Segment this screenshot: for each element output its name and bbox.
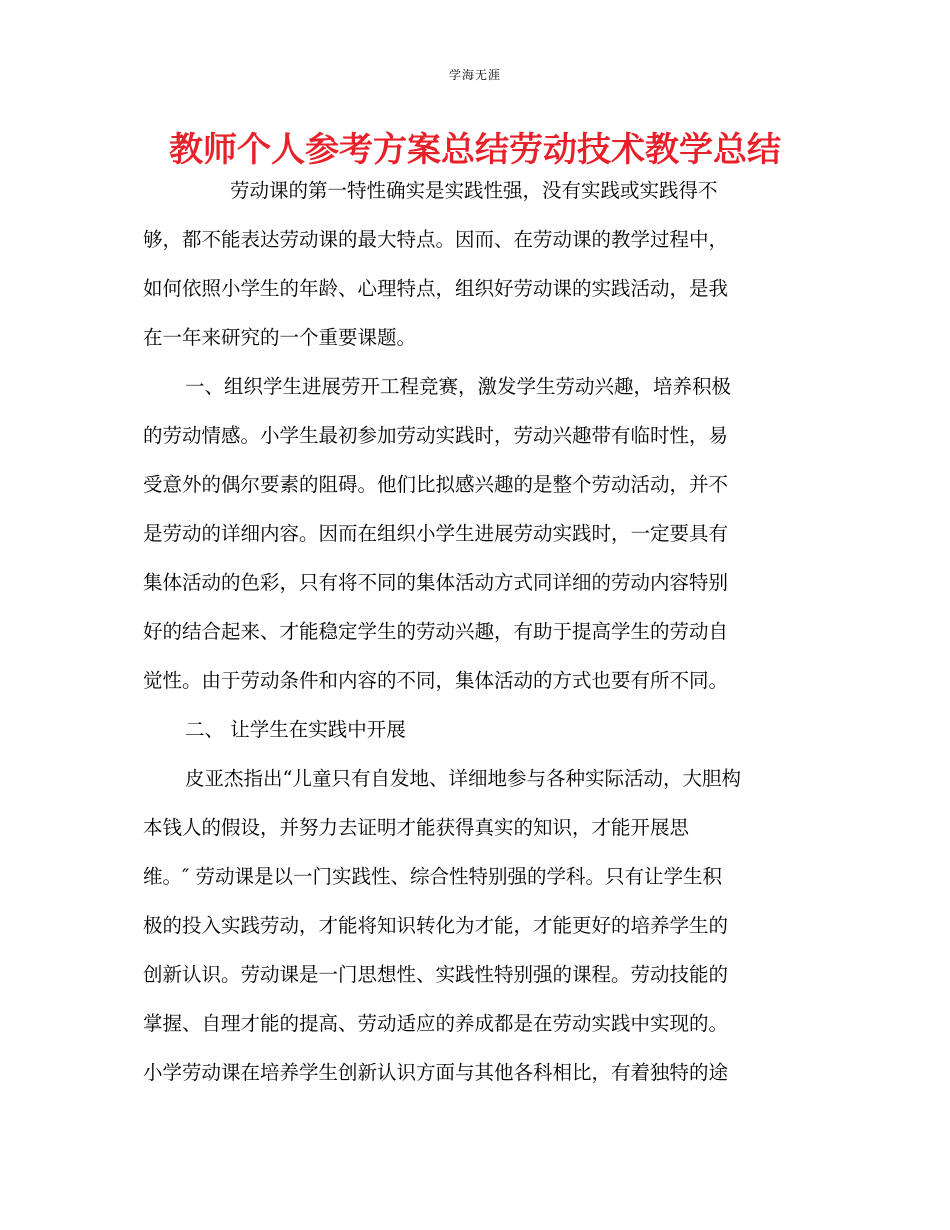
paragraph-line: 受意外的偶尔要素的阻碍。他们比拟感兴趣的是整个劳动活动，并不	[143, 473, 729, 496]
paragraph-line: 小学劳动课在培养学生创新认识方面与其他各科相比，有着独特的途	[143, 1061, 729, 1084]
paragraph-line: 的劳动情感。小学生最初参加劳动实践时，劳动兴趣带有临时性，易	[143, 424, 729, 447]
paragraph-line: 劳动课的第一特性确实是实践性强，没有实践或实践得不	[230, 179, 718, 202]
document-title: 教师个人参考方案总结劳动技术教学总结	[169, 130, 781, 170]
paragraph-line: 够，都不能表达劳动课的最大特点。因而、在劳动课的教学过程中，	[143, 228, 729, 251]
paragraph-line: 集体活动的色彩，只有将不同的集体活动方式同详细的劳动内容特别	[143, 571, 729, 594]
paragraph-line: 极的投入实践劳动，才能将知识转化为才能，才能更好的培养学生的	[143, 914, 729, 937]
paragraph-line: 觉性。由于劳动条件和内容的不同，集体活动的方式也要有所不同。	[143, 669, 729, 692]
page-header: 学海无涯	[448, 68, 501, 82]
paragraph-line: 维。″ 劳动课是以一门实践性、综合性特别强的学科。只有让学生积	[143, 865, 722, 888]
paragraph-line: 如何依照小学生的年龄、心理特点，组织好劳动课的实践活动，是我	[143, 277, 729, 300]
section-heading: 二、 让学生在实践中开展	[185, 718, 406, 741]
paragraph-line: 创新认识。劳动课是一门思想性、实践性特别强的课程。劳动技能的	[143, 963, 729, 986]
paragraph-line: 一、组织学生进展劳开工程竞赛，激发学生劳动兴趣，培养积极	[185, 375, 732, 398]
paragraph-line: 皮亚杰指出“儿童只有自发地、详细地参与各种实际活动，大胆构	[185, 767, 741, 790]
paragraph-line: 本钱人的假设，并努力去证明才能获得真实的知识，才能开展思	[143, 816, 690, 839]
paragraph-line: 在一年来研究的一个重要课题。	[143, 326, 417, 349]
paragraph-line: 是劳动的详细内容。因而在组织小学生进展劳动实践时，一定要具有	[143, 522, 729, 545]
paragraph-line: 掌握、自理才能的提高、劳动适应的养成都是在劳动实践中实现的。	[143, 1012, 729, 1035]
document-body	[143, 166, 811, 1097]
paragraph-line: 好的结合起来、才能稳定学生的劳动兴趣，有助于提高学生的劳动自	[143, 620, 729, 643]
